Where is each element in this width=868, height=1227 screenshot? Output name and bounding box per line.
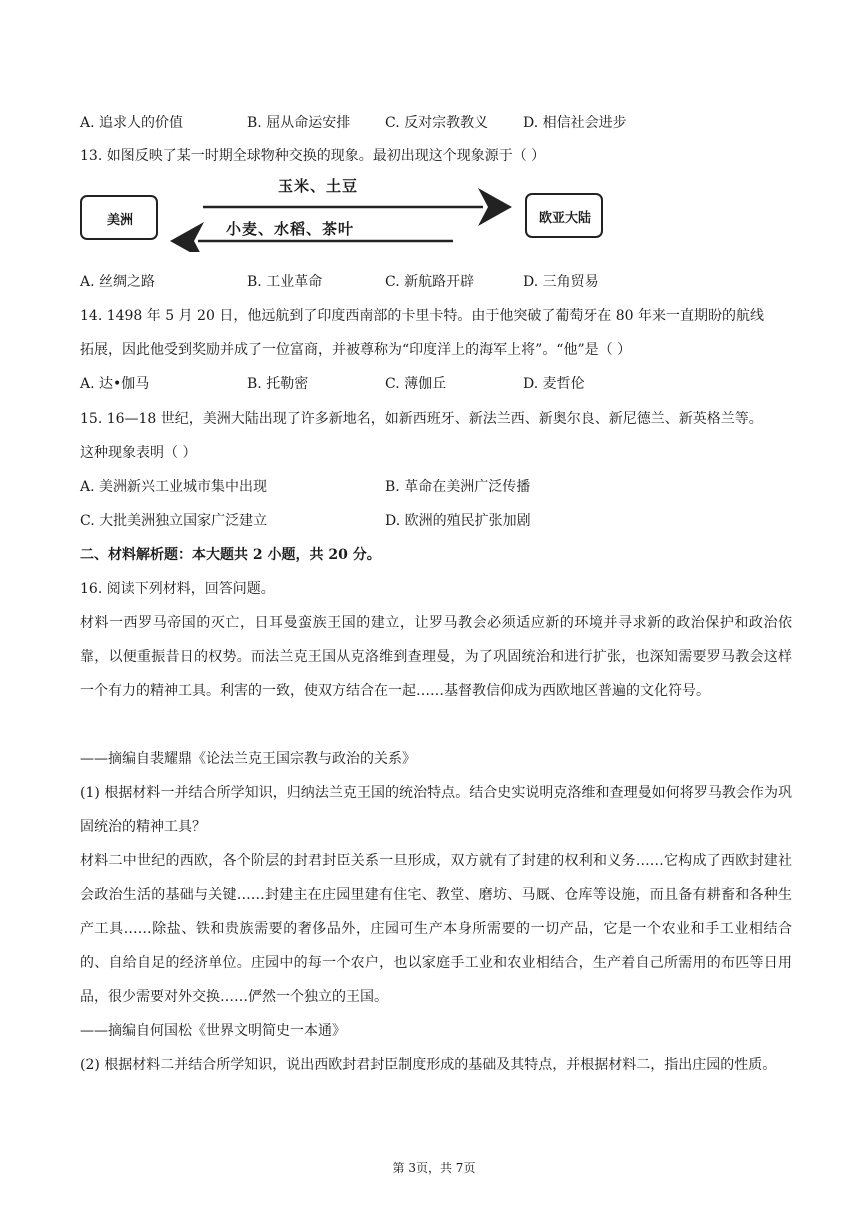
species-exchange-diagram bbox=[78, 172, 618, 252]
q15-option-b: B. 革命在美洲广泛传播 bbox=[385, 479, 531, 495]
q13-option-c: C. 新航路开辟 bbox=[385, 274, 475, 290]
q16-question2: (2) 根据材料二并结合所学知识，说出西欧封君封臣制度形成的基础及其特点，并根据材料二，指出庄园的性质。 bbox=[80, 1057, 777, 1073]
bottom-arrow-label: 小麦、水稻、茶叶 bbox=[226, 220, 355, 238]
q15-option-a: A. 美洲新兴工业城市集中出现 bbox=[80, 479, 268, 495]
q14-option-b: B. 托勒密 bbox=[247, 376, 309, 392]
q15-option-d: D. 欧洲的殖民扩张加剧 bbox=[385, 513, 531, 529]
q12-option-a: A. 追求人的价值 bbox=[80, 115, 184, 131]
q16-material1: 材料一西罗马帝国的灭亡，日耳曼蛮族王国的建立，让罗马教会必须适应新的环境并寻求新的政治保护和政治依靠，以便重振昔日的权势。而法兰克王国从克洛维到查理曼，为了巩固统治和进行扩张，也深知需要罗马教会这样一个有力的精神工具。利害的一致，使双方结合在一起……基督教信仰成为西欧地区普遍的文化符号。 bbox=[80, 615, 792, 699]
section2-heading: 二、材料解析题：本大题共 2 小题，共 20 分。 bbox=[80, 547, 381, 563]
q13-option-a: A. 丝绸之路 bbox=[80, 274, 156, 290]
q12-option-b: B. 屈从命运安排 bbox=[247, 115, 351, 131]
top-arrow-label: 玉米、土豆 bbox=[278, 177, 359, 195]
q15-stem-line2: 这种现象表明（ ） bbox=[80, 445, 197, 461]
q13-stem: 13. 如图反映了某一时期全球物种交换的现象。最初出现这个现象源于（ ） bbox=[80, 148, 546, 164]
q14-option-a: A. 达•伽马 bbox=[80, 376, 150, 392]
page-footer: 第 3页，共 7页 bbox=[392, 1161, 476, 1175]
left-arrow-head-icon bbox=[170, 222, 204, 252]
q13-option-d: D. 三角贸易 bbox=[523, 274, 599, 290]
eurasia-label: 欧亚大陆 bbox=[538, 211, 591, 226]
q14-stem-line2: 拓展，因此他受到奖励并成了一位富商，并被尊称为“印度洋上的海军上将”。“他”是（ ） bbox=[80, 342, 632, 358]
q16-source1: ——摘编自裴耀鼎《论法兰克王国宗教与政治的关系》 bbox=[80, 751, 416, 767]
q14-stem-line1: 14. 1498 年 5 月 20 日，他远航到了印度西南部的卡里卡特。由于他突破了葡萄牙在 80 年来一直期盼的航线 bbox=[80, 308, 765, 324]
right-arrow-head-icon bbox=[478, 188, 512, 226]
q13-option-b: B. 工业革命 bbox=[247, 274, 323, 290]
q12-option-c: C. 反对宗教教义 bbox=[385, 115, 489, 131]
q15-stem-line1: 15. 16—18 世纪，美洲大陆出现了许多新地名，如新西班牙、新法兰西、新奥尔良、新尼德兰、新英格兰等。 bbox=[80, 411, 763, 427]
q14-option-c: C. 薄伽丘 bbox=[385, 376, 447, 392]
q14-option-d: D. 麦哲伦 bbox=[523, 376, 585, 392]
q15-option-c: C. 大批美洲独立国家广泛建立 bbox=[80, 513, 268, 529]
q16-source2: ——摘编自何国松《世界文明简史一本通》 bbox=[80, 1023, 346, 1039]
q16-question1: (1) 根据材料一并结合所学知识，归纳法兰克王国的统治特点。结合史实说明克洛维和查理曼如何将罗马教会作为巩固统治的精神工具？ bbox=[80, 785, 792, 835]
q16-stem: 16. 阅读下列材料，回答问题。 bbox=[80, 581, 275, 597]
q12-option-d: D. 相信社会进步 bbox=[523, 115, 627, 131]
americas-label: 美洲 bbox=[106, 213, 133, 228]
q16-material2: 材料二中世纪的西欧，各个阶层的封君封臣关系一旦形成，双方就有了封建的权利和义务……它构成了西欧封建社会政治生活的基础与关键……封建主在庄园里建有住宅、教堂、磨坊、马厩、仓库等设施，而且备有耕畜和各种生产工具……除盐、铁和贵族需要的奢侈品外，庄园可生产本身所需要的一切产品，它是一个农业和手工业相结合的、自给自足的经济单位。庄园中的每一个农户，也以家庭手工业和农业相结合，生产着自己所需用的布匹等日用品，很少需要对外交换……俨然一个独立的王国。 bbox=[80, 853, 792, 1005]
